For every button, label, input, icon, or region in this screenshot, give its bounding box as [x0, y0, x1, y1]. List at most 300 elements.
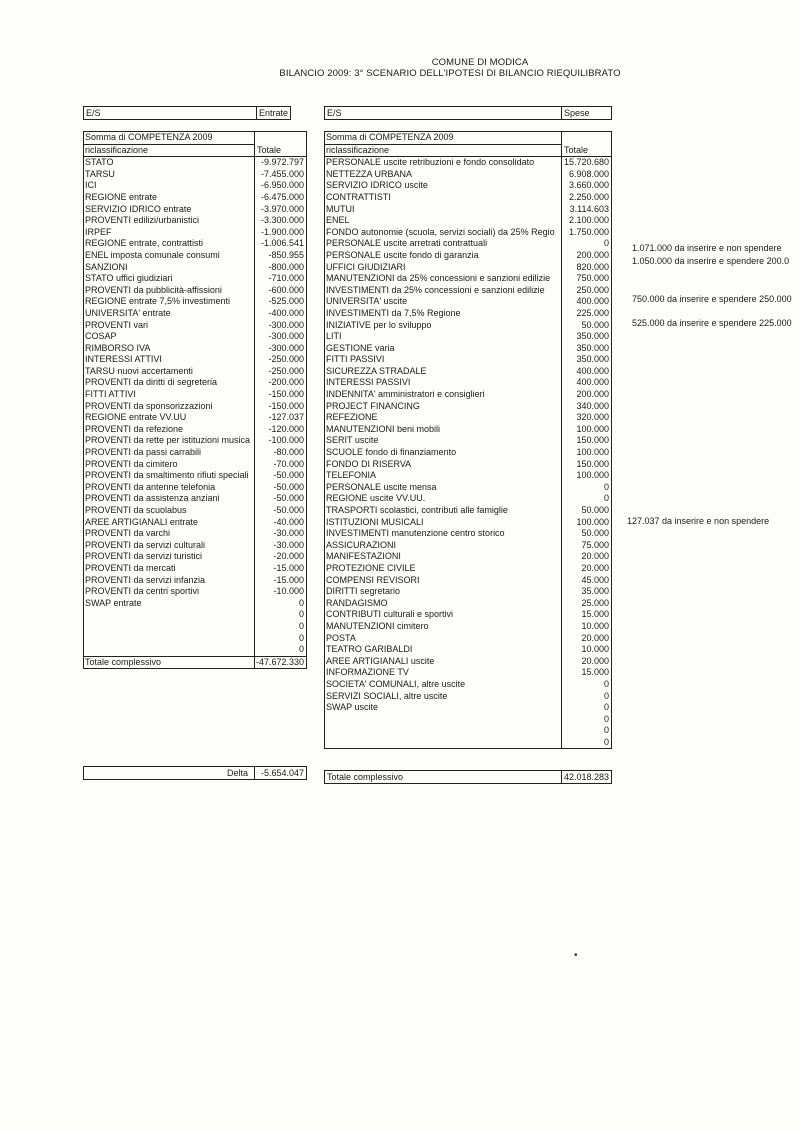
right-row-value: 15.000 — [581, 609, 609, 620]
right-table-row — [325, 192, 611, 204]
right-table-row — [325, 644, 611, 656]
right-row-value: 2.250.000 — [568, 191, 609, 202]
left-row-value: -6.950.000 — [260, 180, 304, 191]
right-row-label: ISTITUZIONI MUSICALI — [326, 516, 424, 527]
right-row-value: 45.000 — [581, 574, 609, 585]
right-row-label: CONTRATTISTI — [326, 191, 391, 202]
right-row-value: 15.720.680 — [563, 157, 609, 168]
note-5: 127.037 da inserire e non spendere — [627, 516, 770, 526]
right-type-label: Spese — [561, 107, 614, 119]
right-row-label: SERIT uscite — [326, 435, 379, 446]
left-table-row — [84, 586, 306, 598]
left-row-value: -800.000 — [268, 261, 304, 272]
left-row-label: PROVENTI da smaltimento rifiuti speciali — [85, 470, 249, 481]
left-table-row — [84, 551, 306, 563]
right-row-value: 350.000 — [576, 354, 609, 365]
right-table-row — [325, 679, 611, 691]
left-table-row — [84, 262, 306, 274]
right-table-row — [325, 714, 611, 726]
right-es-header — [324, 106, 612, 120]
right-table-row — [325, 296, 611, 308]
right-table-row — [325, 227, 611, 239]
right-table-row — [325, 250, 611, 262]
right-row-label: NETTEZZA URBANA — [326, 168, 413, 179]
right-row-value: 0 — [603, 725, 609, 736]
right-row-value: 340.000 — [576, 400, 609, 411]
delta-value: -5.654.047 — [260, 768, 304, 778]
left-row-label: PROVENTI da servizi infanzia — [85, 574, 206, 585]
left-row-value: -300.000 — [268, 342, 304, 353]
right-row-value: 20.000 — [581, 632, 609, 643]
delta-box — [83, 766, 307, 780]
right-table-row — [325, 505, 611, 517]
right-table-row — [325, 667, 611, 679]
right-table-row — [325, 482, 611, 494]
right-table-row — [325, 435, 611, 447]
right-table-row — [325, 401, 611, 413]
left-row-value: 0 — [298, 644, 304, 655]
left-row-value: -200.000 — [268, 377, 304, 388]
left-row-label: PROVENTI da pubblicità-affissioni — [85, 284, 222, 295]
right-row-value: 0 — [603, 481, 609, 492]
left-row-value: -30.000 — [273, 528, 304, 539]
left-row-label: PROVENTI da assistenza anziani — [85, 493, 220, 504]
left-row-value: -150.000 — [268, 389, 304, 400]
left-es-header — [83, 106, 291, 120]
left-row-value: -1.006.541 — [260, 238, 304, 249]
note-3: 750.000 da inserire e spendere 250.000 — [632, 294, 792, 304]
right-row-value: 50.000 — [581, 505, 609, 515]
right-row-label: PERSONALE uscite mensa — [326, 481, 437, 492]
right-row-value: 0 — [603, 238, 609, 249]
right-row-value: 20.000 — [581, 655, 609, 666]
right-row-value: 150.000 — [576, 435, 609, 446]
right-row-value: 75.000 — [581, 539, 609, 550]
right-row-label: GESTIONE varia — [326, 342, 395, 353]
right-row-label: ASSICURAZIONI — [326, 539, 397, 550]
left-row-value: 0 — [298, 609, 304, 620]
right-table-row — [325, 377, 611, 389]
left-row-value: -15.000 — [273, 574, 304, 585]
left-row-label: REGIONE entrate VV.UU — [85, 412, 187, 423]
right-row-value: 35.000 — [581, 586, 609, 597]
right-table-row — [325, 691, 611, 703]
left-row-value: -850.955 — [268, 249, 304, 260]
right-table-row — [325, 331, 611, 343]
left-table-row — [84, 377, 306, 389]
right-table-row — [325, 575, 611, 587]
left-row-label: SERVIZIO IDRICO entrate — [85, 203, 192, 214]
left-table-row — [84, 157, 306, 169]
left-row-label: REGIONE entrate 7,5% investimenti — [85, 296, 231, 307]
right-row-label: MANUTENZIONI da 25% concessioni e sanzioni edilizie — [326, 273, 551, 284]
left-table-row — [84, 389, 306, 401]
left-row-value: -1.900.000 — [260, 226, 304, 237]
right-row-value: 200.000 — [576, 389, 609, 400]
left-table-row — [84, 285, 306, 297]
right-table-row — [325, 180, 611, 192]
left-table-row — [84, 273, 306, 285]
right-row-value: 10.000 — [581, 620, 609, 631]
right-table-row — [325, 308, 611, 320]
left-row-label: PROVENTI da mercati — [85, 562, 176, 573]
right-table-row — [325, 737, 611, 749]
right-row-value: 15.000 — [581, 667, 609, 678]
right-row-label: MANIFESTAZIONI — [326, 551, 401, 562]
left-table-row — [84, 528, 306, 540]
left-row-label: TARSU nuovi accertamenti — [85, 365, 193, 376]
left-table-row — [84, 169, 306, 181]
left-col-total: Totale — [257, 144, 282, 155]
left-table-row — [84, 517, 306, 529]
right-row-label: REGIONE uscite VV.UU. — [326, 493, 426, 504]
left-row-label: PROVENTI da passi carrabili — [85, 447, 202, 458]
right-row-label: UFFICI GIUDIZIARI — [326, 261, 406, 272]
left-row-label: PROVENTI da diritti di segreteria — [85, 377, 218, 388]
left-row-label: PROVENTI da rette per istituzioni musica — [85, 435, 251, 446]
left-table-row — [84, 215, 306, 227]
left-table-row — [84, 296, 306, 308]
left-row-label: ICI — [85, 180, 97, 191]
right-row-value: 25.000 — [581, 597, 609, 608]
right-row-label: PERSONALE uscite retribuzioni e fondo consolidato — [326, 157, 535, 168]
right-row-label: INIZIATIVE per lo sviluppo — [326, 319, 432, 330]
right-row-label: CONTRIBUTI culturali e sportivi — [326, 609, 454, 620]
right-row-value: 320.000 — [576, 412, 609, 423]
left-row-label: SWAP entrate — [85, 597, 142, 608]
left-table-row — [84, 238, 306, 250]
right-row-label: SERVIZI SOCIALI, altre uscite — [326, 690, 448, 701]
right-row-value: 6.908.000 — [568, 168, 609, 179]
left-es-label: E/S — [86, 108, 101, 118]
right-total-value: 42.018.283 — [563, 772, 609, 782]
left-row-value: -150.000 — [268, 400, 304, 411]
left-table-row — [84, 308, 306, 320]
right-row-value: 100.000 — [576, 423, 609, 434]
left-table-row — [84, 493, 306, 505]
left-table-row — [84, 204, 306, 216]
left-table-row — [84, 435, 306, 447]
left-row-label: PROVENTI da antenne telefonia — [85, 481, 216, 492]
right-row-label: PERSONALE uscite arretrati contrattuali — [326, 238, 488, 249]
left-section-title: Somma di COMPETENZA 2009 — [85, 132, 213, 142]
left-col-label: riclassificazione — [85, 144, 149, 155]
left-row-label: STATO — [85, 157, 114, 168]
right-table-row — [325, 262, 611, 274]
left-table-row — [84, 563, 306, 575]
right-row-label: SCUOLE fondo di finanziamento — [326, 447, 457, 458]
right-table-row — [325, 598, 611, 610]
left-table-row — [84, 250, 306, 262]
left-row-value: -70.000 — [273, 458, 304, 469]
left-row-label: PROVENTI vari — [85, 319, 149, 330]
right-row-value: 200.000 — [576, 249, 609, 260]
right-col-total: Totale — [564, 144, 589, 155]
left-table-row — [84, 331, 306, 343]
left-row-value: -600.000 — [268, 284, 304, 295]
left-table-row — [84, 505, 306, 517]
left-table-row — [84, 459, 306, 471]
entrate-table — [83, 131, 307, 669]
right-row-value: 50.000 — [581, 319, 609, 330]
right-row-value: 250.000 — [576, 284, 609, 295]
left-total-value: -47.672.330 — [255, 656, 304, 667]
left-table-row — [84, 366, 306, 378]
note-4: 525.000 da inserire e spendere 225.000 — [632, 318, 792, 328]
right-row-label: SICUREZZA STRADALE — [326, 365, 427, 376]
left-row-value: -50.000 — [273, 470, 304, 481]
right-table-row — [325, 273, 611, 285]
right-row-value: 20.000 — [581, 562, 609, 573]
right-row-label: COMPENSI REVISORI — [326, 574, 420, 585]
left-row-value: -525.000 — [268, 296, 304, 307]
right-row-label: MUTUI — [326, 203, 355, 214]
left-row-value: -300.000 — [268, 331, 304, 342]
right-row-label: SOCIETA' COMUNALI, altre uscite — [326, 678, 466, 689]
left-table-row — [84, 575, 306, 587]
left-row-label: RIMBORSO IVA — [85, 342, 151, 353]
right-table-row — [325, 343, 611, 355]
left-row-label: COSAP — [85, 331, 117, 342]
scan-speck: • — [574, 950, 578, 961]
right-table-row — [325, 204, 611, 216]
left-row-value: -710.000 — [268, 273, 304, 284]
spese-total-box — [324, 770, 612, 784]
left-row-value: -50.000 — [273, 505, 304, 515]
right-table-row — [325, 169, 611, 181]
right-row-label: UNIVERSITA' uscite — [326, 296, 408, 307]
right-row-value: 100.000 — [576, 516, 609, 527]
left-row-value: -250.000 — [268, 365, 304, 376]
left-table-row — [84, 621, 306, 633]
left-table-row — [84, 540, 306, 552]
left-row-value: -9.972.797 — [260, 157, 304, 168]
left-row-label: TARSU — [85, 168, 115, 179]
right-row-value: 1.750.000 — [568, 226, 609, 237]
left-row-value: -3.300.000 — [260, 215, 304, 226]
right-row-label: TRASPORTI scolastici, contributi alle famiglie — [326, 505, 508, 515]
right-table-row — [325, 702, 611, 714]
right-row-value: 225.000 — [576, 307, 609, 318]
right-row-label: POSTA — [326, 632, 356, 643]
right-table-row — [325, 424, 611, 436]
left-row-value: 0 — [298, 632, 304, 643]
right-table-row — [325, 459, 611, 471]
left-table-row — [84, 482, 306, 494]
left-row-value: -15.000 — [273, 562, 304, 573]
right-row-value: 350.000 — [576, 342, 609, 353]
right-row-label: INFORMAZIONE TV — [326, 667, 409, 678]
left-row-label: SANZIONI — [85, 261, 128, 272]
right-table-row — [325, 528, 611, 540]
right-table-row — [325, 586, 611, 598]
left-row-label: STATO uffici giudiziari — [85, 273, 173, 284]
left-table-row — [84, 180, 306, 192]
left-row-label: PROVENTI da servizi culturali — [85, 539, 206, 550]
right-table-row — [325, 493, 611, 505]
left-row-label: IRPEF — [85, 226, 112, 237]
right-row-label: MANUTENZIONI beni mobili — [326, 423, 441, 434]
left-row-value: -30.000 — [273, 539, 304, 550]
left-row-label: REGIONE entrate, contrattisti — [85, 238, 204, 249]
right-row-label: PROTEZIONE CIVILE — [326, 562, 416, 573]
left-row-label: PROVENTI da varchi — [85, 528, 171, 539]
right-row-value: 150.000 — [576, 458, 609, 469]
left-table-row — [84, 412, 306, 424]
right-row-label: PROJECT FINANCING — [326, 400, 420, 411]
right-row-label: FONDO DI RISERVA — [326, 458, 412, 469]
right-table-row — [325, 412, 611, 424]
right-row-value: 750.000 — [576, 273, 609, 284]
right-table-row — [325, 447, 611, 459]
left-row-value: -100.000 — [268, 435, 304, 446]
right-table-row — [325, 656, 611, 668]
note-1: 1.071.000 da inserire e non spendere — [632, 243, 782, 253]
right-row-label: ENEL — [326, 215, 350, 226]
left-row-label: PROVENTI da sponsorizzazioni — [85, 400, 213, 411]
left-type-label: Entrate — [256, 107, 293, 119]
right-row-value: 100.000 — [576, 447, 609, 458]
right-row-label: FITTI PASSIVI — [326, 354, 385, 365]
left-table-row — [84, 354, 306, 366]
right-row-label: TEATRO GARIBALDI — [326, 644, 413, 655]
right-table-row — [325, 517, 611, 529]
right-row-value: 50.000 — [581, 528, 609, 539]
left-row-value: -300.000 — [268, 319, 304, 330]
left-row-label: ENEL imposta comunale consumi — [85, 249, 220, 260]
right-table-row — [325, 238, 611, 250]
right-table-row — [325, 540, 611, 552]
municipality-title: COMUNE DI MODICA — [431, 57, 529, 68]
left-row-label: PROVENTI da refezione — [85, 423, 184, 434]
right-row-value: 820.000 — [576, 261, 609, 272]
left-table-row — [84, 343, 306, 355]
right-table-row — [325, 215, 611, 227]
right-table-row — [325, 551, 611, 563]
left-row-value: -50.000 — [273, 481, 304, 492]
right-row-label: LITI — [326, 331, 342, 342]
right-row-value: 2.100.000 — [568, 215, 609, 226]
right-section-title: Somma di COMPETENZA 2009 — [326, 132, 454, 142]
right-row-label: INTERESSI PASSIVI — [326, 377, 411, 388]
left-row-value: -120.000 — [268, 423, 304, 434]
right-table-row — [325, 366, 611, 378]
right-row-value: 350.000 — [576, 331, 609, 342]
left-row-label: UNIVERSITA' entrate — [85, 307, 171, 318]
right-table-row — [325, 563, 611, 575]
left-row-value: 0 — [298, 620, 304, 631]
left-table-row — [84, 424, 306, 436]
left-row-value: -40.000 — [273, 516, 304, 527]
left-table-row — [84, 609, 306, 621]
right-table-row — [325, 389, 611, 401]
left-table-row — [84, 633, 306, 645]
right-row-value: 0 — [603, 713, 609, 724]
left-row-value: -400.000 — [268, 307, 304, 318]
left-table-row — [84, 470, 306, 482]
right-table-row — [325, 285, 611, 297]
right-row-value: 400.000 — [576, 377, 609, 388]
right-table-row — [325, 609, 611, 621]
left-table-row — [84, 644, 306, 656]
left-row-label: INTERESSI ATTIVI — [85, 354, 162, 365]
right-row-value: 0 — [603, 493, 609, 504]
left-row-label: REGIONE entrate — [85, 191, 158, 202]
left-table-row — [84, 598, 306, 610]
right-table-row — [325, 725, 611, 737]
right-row-value: 3.660.000 — [568, 180, 609, 191]
right-row-value: 3.114.603 — [569, 203, 609, 214]
right-row-value: 100.000 — [576, 470, 609, 481]
right-col-label: riclassificazione — [326, 144, 390, 155]
right-row-label: AREE ARTIGIANALI uscite — [326, 655, 435, 666]
note-2: 1.050.000 da inserire e spendere 200.0 — [632, 256, 790, 266]
right-row-value: 0 — [603, 736, 609, 747]
left-row-label: PROVENTI edilizi/urbanistici — [85, 215, 200, 226]
left-table-row — [84, 320, 306, 332]
left-row-value: -6.475.000 — [260, 191, 304, 202]
right-row-label: INDENNITA' amministratori e consiglieri — [326, 389, 485, 400]
right-table-row — [325, 320, 611, 332]
left-row-value: -10.000 — [273, 586, 304, 597]
right-row-label: SWAP uscite — [326, 702, 379, 713]
left-row-value: -50.000 — [273, 493, 304, 504]
left-row-value: -20.000 — [273, 551, 304, 562]
right-row-value: 400.000 — [576, 365, 609, 376]
left-table-row — [84, 192, 306, 204]
right-row-value: 20.000 — [581, 551, 609, 562]
left-row-value: -7.455.000 — [260, 168, 304, 179]
right-table-row — [325, 633, 611, 645]
right-row-label: REFEZIONE — [326, 412, 378, 423]
right-row-value: 10.000 — [581, 644, 609, 655]
left-row-label: FITTI ATTIVI — [85, 389, 136, 400]
left-table-row — [84, 227, 306, 239]
right-table-row — [325, 621, 611, 633]
right-row-label: TELEFONIA — [326, 470, 377, 481]
right-table-row — [325, 157, 611, 169]
right-table-row — [325, 470, 611, 482]
right-row-label: FONDO autonomie (scuola, servizi sociali) da 25% Regio — [326, 226, 555, 237]
left-row-value: -250.000 — [268, 354, 304, 365]
left-table-row — [84, 447, 306, 459]
spese-table — [324, 131, 612, 749]
left-row-label: PROVENTI da scuolabus — [85, 505, 187, 515]
left-row-label: PROVENTI da cimitero — [85, 458, 178, 469]
right-row-label: MANUTENZIONI cimitero — [326, 620, 429, 631]
right-total-label: Totale complessivo — [327, 772, 404, 782]
left-table-row — [84, 401, 306, 413]
right-row-value: 0 — [603, 678, 609, 689]
right-row-label: PERSONALE uscite fondo di garanzia — [326, 249, 479, 260]
left-row-label: PROVENTI da servizi turistici — [85, 551, 203, 562]
page-title: BILANCIO 2009: 3° SCENARIO DELL'IPOTESI DI BILANCIO RIEQUILIBRATO — [279, 68, 621, 79]
delta-label: Delta — [226, 768, 248, 778]
left-row-value: -80.000 — [273, 447, 304, 458]
right-row-label: INVESTIMENTI manutenzione centro storico — [326, 528, 505, 539]
left-total-label: Totale complessivo — [85, 656, 162, 667]
left-row-value: -127.037 — [268, 412, 304, 423]
right-row-label: RANDAGISMO — [326, 597, 388, 608]
right-row-value: 0 — [603, 702, 609, 713]
left-row-value: 0 — [298, 597, 304, 608]
right-row-label: INVESTIMENTI da 25% concessioni e sanzioni edilizie — [326, 284, 545, 295]
right-row-value: 400.000 — [576, 296, 609, 307]
right-table-row — [325, 354, 611, 366]
right-es-label: E/S — [327, 108, 342, 118]
left-row-label: AREE ARTIGIANALI entrate — [85, 516, 198, 527]
left-row-label: PROVENTI da centri sportivi — [85, 586, 200, 597]
